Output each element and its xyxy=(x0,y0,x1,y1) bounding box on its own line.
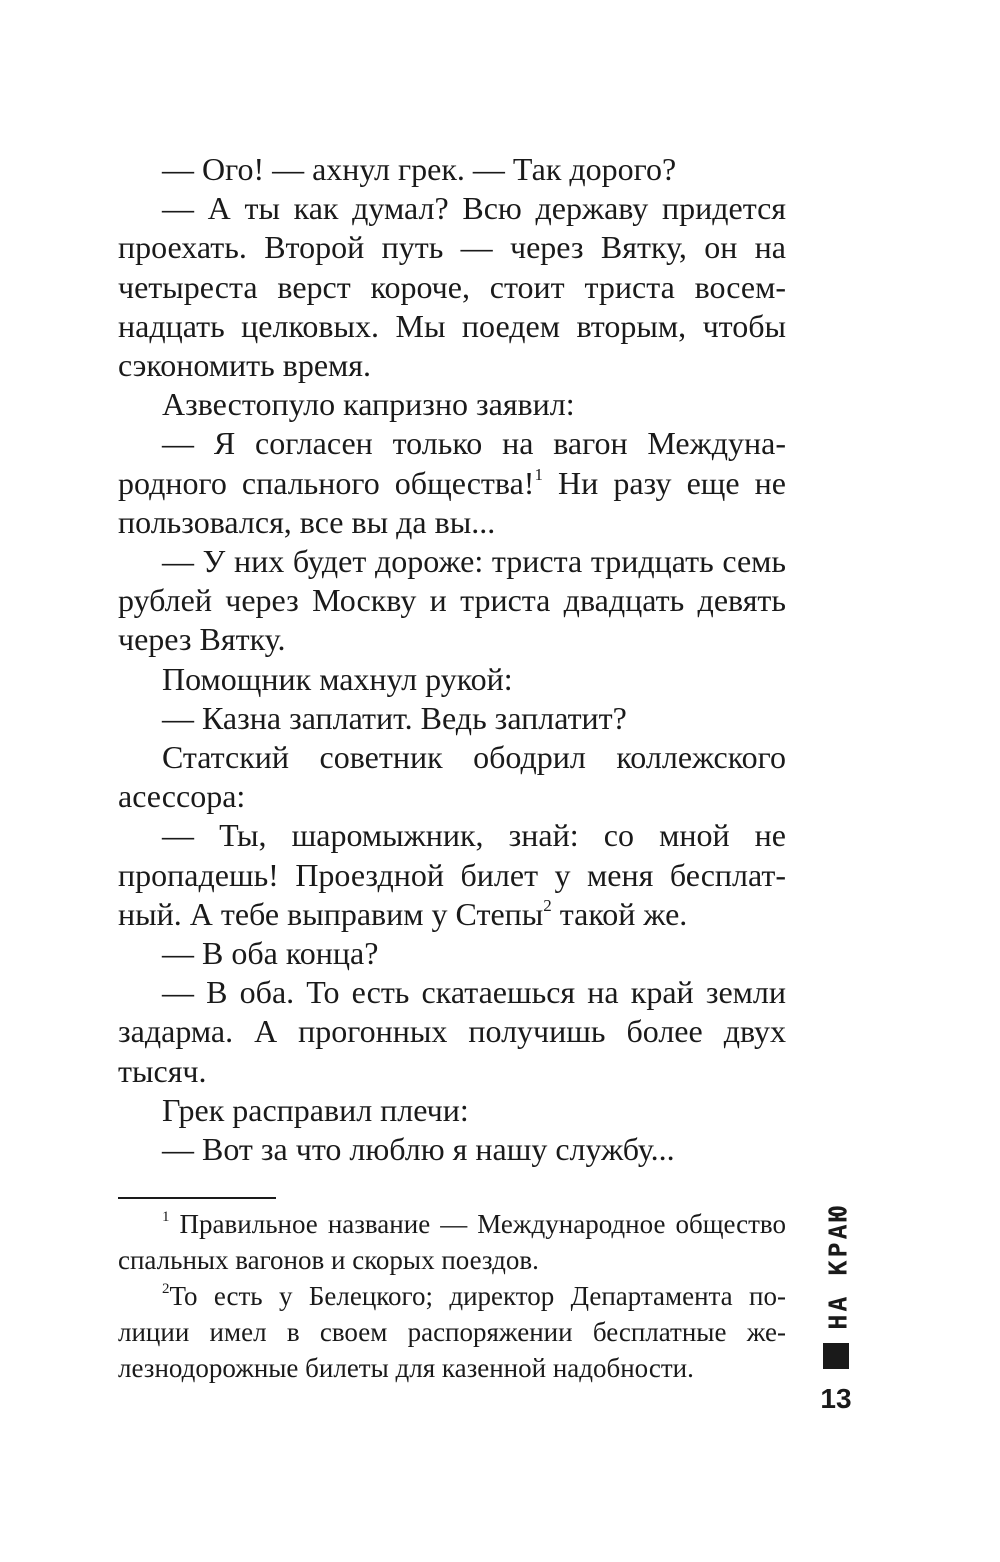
footnote-1-mark: 1 xyxy=(162,1209,170,1225)
paragraph-12: Грек расправил плечи: xyxy=(162,1091,469,1128)
footnote-1 xyxy=(118,1206,786,1278)
paragraph-13: — Вот за что люблю я нашу службу... xyxy=(162,1131,675,1168)
section-marker-square xyxy=(823,1343,849,1369)
paragraph-9-part-2: такой же. xyxy=(559,895,688,932)
paragraph-8: Статский советник ободрил коллежского асессора: xyxy=(118,739,786,815)
paragraph-10: — В оба конца? xyxy=(162,935,379,972)
page-number: 13 xyxy=(820,1383,852,1414)
paragraph-6: Помощник махнул рукой: xyxy=(162,660,513,697)
footnote-1-text: Правильное название — Международное общество спальных вагонов и скорых поездов. xyxy=(118,1209,786,1275)
paragraph-4-part-2: Ни разу еще не пользовался, все вы да вы... xyxy=(118,464,787,540)
footnotes xyxy=(118,1206,786,1386)
paragraph-9-part-1: — Ты, шаромыжник, знай: со мной не пропадешь! Проездной билет у меня бесплатный. А тебе выправим у Степы xyxy=(118,817,786,932)
paragraph-4-part-1: — Я согласен только на вагон Международного спального общества! xyxy=(118,425,786,501)
footnote-2-text: То есть у Белецкого; директор Департамента полиции имел в своем распоряжении бесплатные железнодорожные билеты для казенной надобности. xyxy=(118,1281,786,1383)
paragraph-2: — А ты как думал? Всю державу придется проехать. Второй путь — через Вятку, он на четыреста верст короче, стоит триста восемнадцать целковых. Мы поедем вторым, чтобы сэкономить время. xyxy=(118,190,786,384)
footnote-2 xyxy=(118,1278,786,1386)
paragraph-4 xyxy=(118,424,786,542)
footnote-ref-1[interactable]: 1 xyxy=(534,464,543,484)
footnote-divider xyxy=(118,1197,276,1199)
paragraph-11: — В оба. То есть скатаешься на край земли задарма. А прогонных получишь более двух тысяч. xyxy=(118,974,786,1089)
footnote-2-mark: 2 xyxy=(162,1281,170,1297)
footnote-ref-2[interactable]: 2 xyxy=(543,895,552,915)
running-title xyxy=(814,1202,862,1330)
running-title-text: НА КРАЮ xyxy=(823,1202,853,1330)
paragraph-9 xyxy=(118,816,786,934)
paragraph-5: — У них будет дороже: триста тридцать семь рублей через Москву и триста двадцать девять через Вятку. xyxy=(118,543,786,658)
paragraph-7: — Казна заплатит. Ведь заплатит? xyxy=(162,699,627,736)
paragraph-3: Азвестопуло капризно заявил: xyxy=(162,386,575,423)
paragraph-1: — Ого! — ахнул грек. — Так дорого? xyxy=(162,151,677,187)
main-text xyxy=(118,150,786,1169)
